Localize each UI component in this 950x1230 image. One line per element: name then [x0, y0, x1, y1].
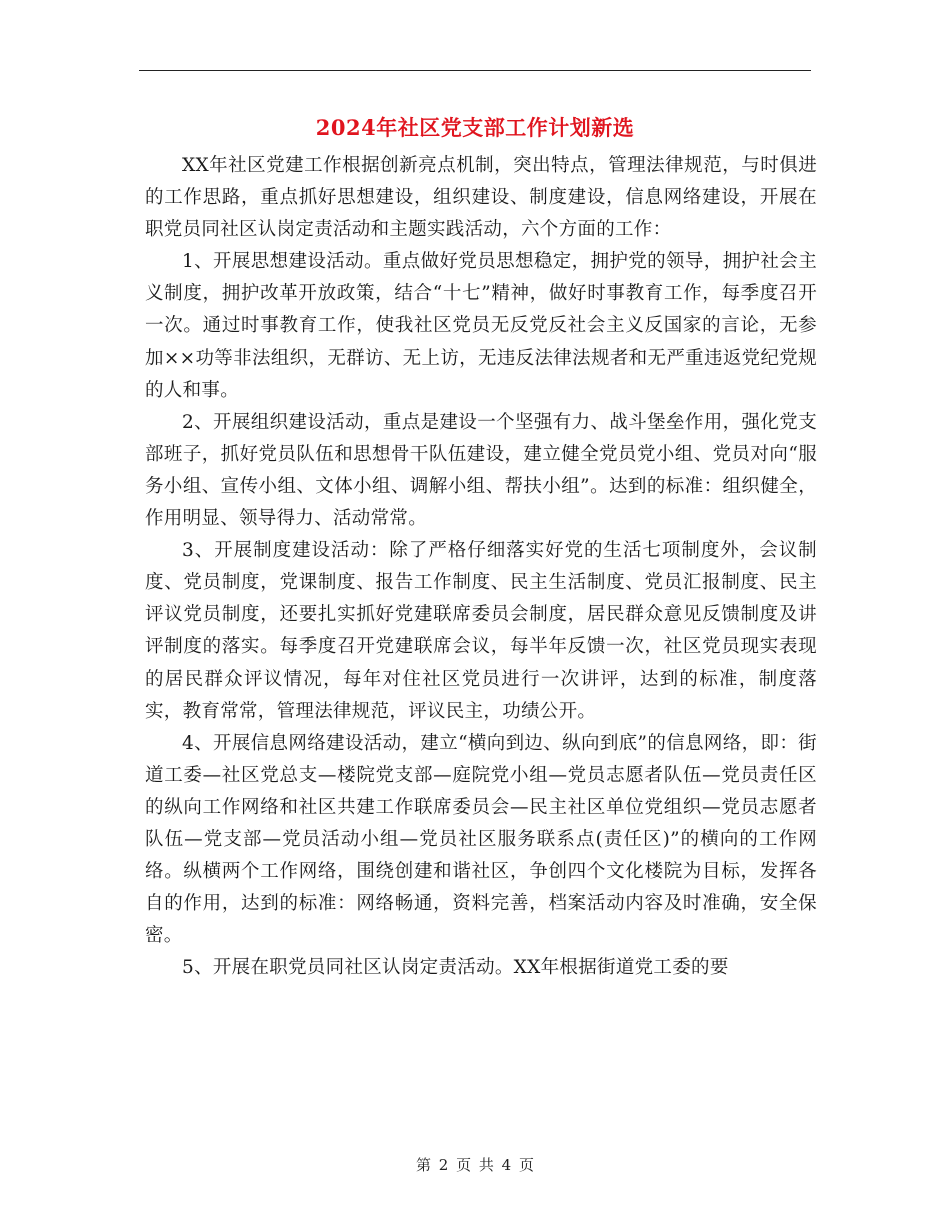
document-title: 2024年社区党支部工作计划新选: [315, 115, 635, 140]
document-body: [145, 150, 817, 984]
paragraph-item-1: 1、开展思想建设活动。重点做好党员思想稳定，拥护党的领导，拥护社会主义制度，拥护改革开放政策，结合“十七”精神，做好时事教育工作，每季度召开一次。通过时事教育工作，使我社区党员无反党反社会主义反国家的言论，无参加××功等非法组织，无群访、无上访，无违反法律法规者和无严重违返党纪党规的人和事。: [145, 251, 817, 401]
paragraph-item-2: 2、开展组织建设活动，重点是建设一个坚强有力、战斗堡垒作用，强化党支部班子，抓好党员队伍和思想骨干队伍建设，建立健全党员党小组、党员对向“服务小组、宣传小组、文体小组、调解小组、帮扶小组”。达到的标准：组织健全，作用明显、领导得力、活动常常。: [145, 411, 817, 530]
paragraph-item-5: 5、开展在职党员同社区认岗定责活动。XX年根据街道党工委的要: [182, 957, 729, 979]
paragraph-item-3: 3、开展制度建设活动：除了严格仔细落实好党的生活七项制度外，会议制度、党员制度，党课制度、报告工作制度、民主生活制度、党员汇报制度、民主评议党员制度，还要扎实抓好党建联席委员会制度，居民群众意见反馈制度及讲评制度的落实。每季度召开党建联席会议，每半年反馈一次，社区党员现实表现的居民群众评议情况，每年对住社区党员进行一次讲评，达到的标准，制度落实，教育常常，管理法律规范，评议民主，功绩公开。: [145, 540, 817, 722]
paragraph-item-4: 4、开展信息网络建设活动，建立“横向到边、纵向到底”的信息网络，即：街道工委—社区党总支—楼院党支部—庭院党小组—党员志愿者队伍—党员责任区的纵向工作网络和社区共建工作联席委员会—民主社区单位党组织—党员志愿者队伍—党支部—党员活动小组—党员社区服务联系点(责任区)”的横向的工作网络。纵横两个工作网络，围绕创建和谐社区，争创四个文化楼院为目标，发挥各自的作用，达到的标准：网络畅通，资料完善，档案活动内容及时准确，安全保密。: [145, 732, 817, 947]
header-rule: [139, 70, 811, 71]
page-number-footer: 第 2 页 共 4 页: [416, 1156, 534, 1174]
paragraph-intro: XX年社区党建工作根据创新亮点机制，突出特点，管理法律规范，与时俱进的工作思路，重点抓好思想建设，组织建设、制度建设，信息网络建设，开展在职党员同社区认岗定责活动和主题实践活动，六个方面的工作：: [145, 155, 817, 241]
